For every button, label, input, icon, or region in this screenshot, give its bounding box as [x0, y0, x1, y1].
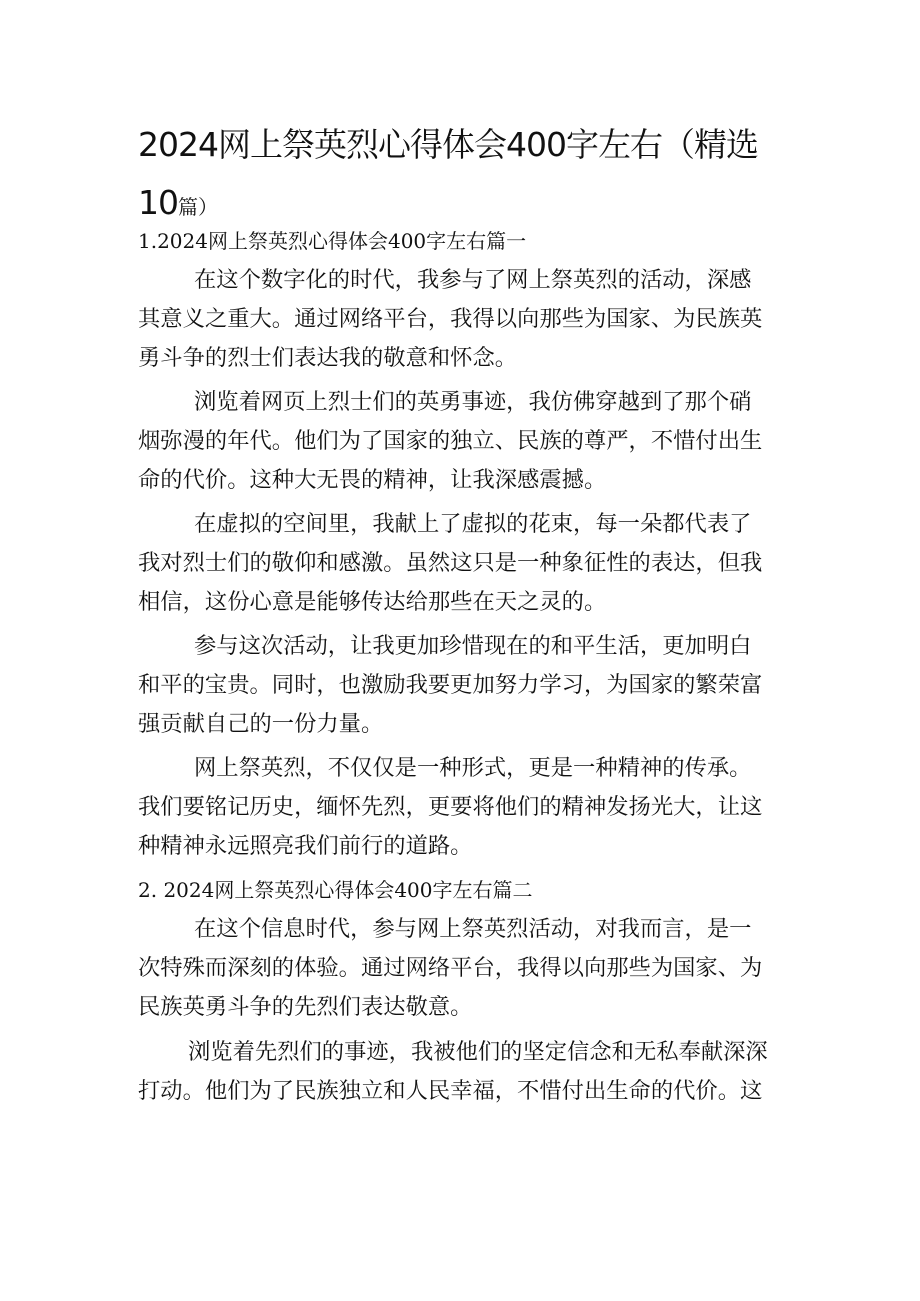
paragraph-line: 强贡献自己的一份力量。 — [138, 711, 384, 737]
paragraph-line: 我们要铭记历史，缅怀先烈，更要将他们的精神发扬光大，让这 — [138, 794, 763, 820]
section-1 — [138, 222, 788, 866]
paragraph-line: 参与这次活动，让我更加珍惜现在的和平生活，更加明白 — [194, 633, 752, 659]
paragraph — [138, 749, 788, 866]
paragraph — [138, 910, 788, 1027]
paragraph-line: 烟弥漫的年代。他们为了国家的独立、民族的尊严，不惜付出生 — [138, 428, 763, 454]
paragraph-line: 种精神永远照亮我们前行的道路。 — [138, 833, 473, 859]
paragraph-line: 网上祭英烈，不仅仅是一种形式，更是一种精神的传承。 — [194, 755, 752, 781]
paragraph — [138, 627, 788, 744]
paragraph — [138, 505, 788, 622]
paragraph-line: 次特殊而深刻的体验。通过网络平台，我得以向那些为国家、为 — [138, 955, 763, 981]
paragraph-line: 打动。他们为了民族独立和人民幸福，不惜付出生命的代价。这 — [138, 1078, 763, 1104]
paragraph-line: 命的代价。这种大无畏的精神，让我深感震撼。 — [138, 467, 607, 493]
paragraph-line: 其意义之重大。通过网络平台，我得以向那些为国家、为民族英 — [138, 306, 763, 332]
paragraph-line: 在这个信息时代，参与网上祭英烈活动，对我而言，是一 — [194, 916, 752, 942]
section-2 — [138, 871, 788, 1111]
document-title-main: 2024网上祭英烈心得体会400字左右（精选 — [138, 125, 758, 164]
paragraph-line: 浏览着网页上烈士们的英勇事迹，我仿佛穿越到了那个硝 — [194, 389, 752, 415]
paragraph-line: 浏览着先烈们的事迹，我被他们的坚定信念和无私奉献深深 — [188, 1039, 768, 1065]
paragraph-line: 勇斗争的烈士们表达我的敬意和怀念。 — [138, 345, 518, 371]
paragraph-line: 我对烈士们的敬仰和感激。虽然这只是一种象征性的表达，但我 — [138, 550, 763, 576]
paragraph-line: 相信，这份心意是能够传达给那些在天之灵的。 — [138, 589, 607, 615]
document-title-number: 10 — [138, 183, 178, 222]
paragraph-line: 在这个数字化的时代，我参与了网上祭英烈的活动，深感 — [194, 267, 752, 293]
paragraph-line: 民族英勇斗争的先烈们表达敬意。 — [138, 994, 473, 1020]
paragraph-line: 和平的宝贵。同时，也激励我要更加努力学习，为国家的繁荣富 — [138, 672, 763, 698]
paragraph — [138, 383, 788, 500]
paragraph — [138, 261, 788, 378]
document-title — [138, 116, 788, 236]
document-body — [138, 222, 788, 1116]
section-heading: 2. 2024网上祭英烈心得体会400字左右篇二 — [138, 878, 533, 902]
paragraph — [138, 1033, 788, 1111]
document-title-suffix: 篇） — [178, 195, 218, 219]
section-heading: 1.2024网上祭英烈心得体会400字左右篇一 — [138, 229, 527, 253]
paragraph-line: 在虚拟的空间里，我献上了虚拟的花束，每一朵都代表了 — [194, 511, 752, 537]
